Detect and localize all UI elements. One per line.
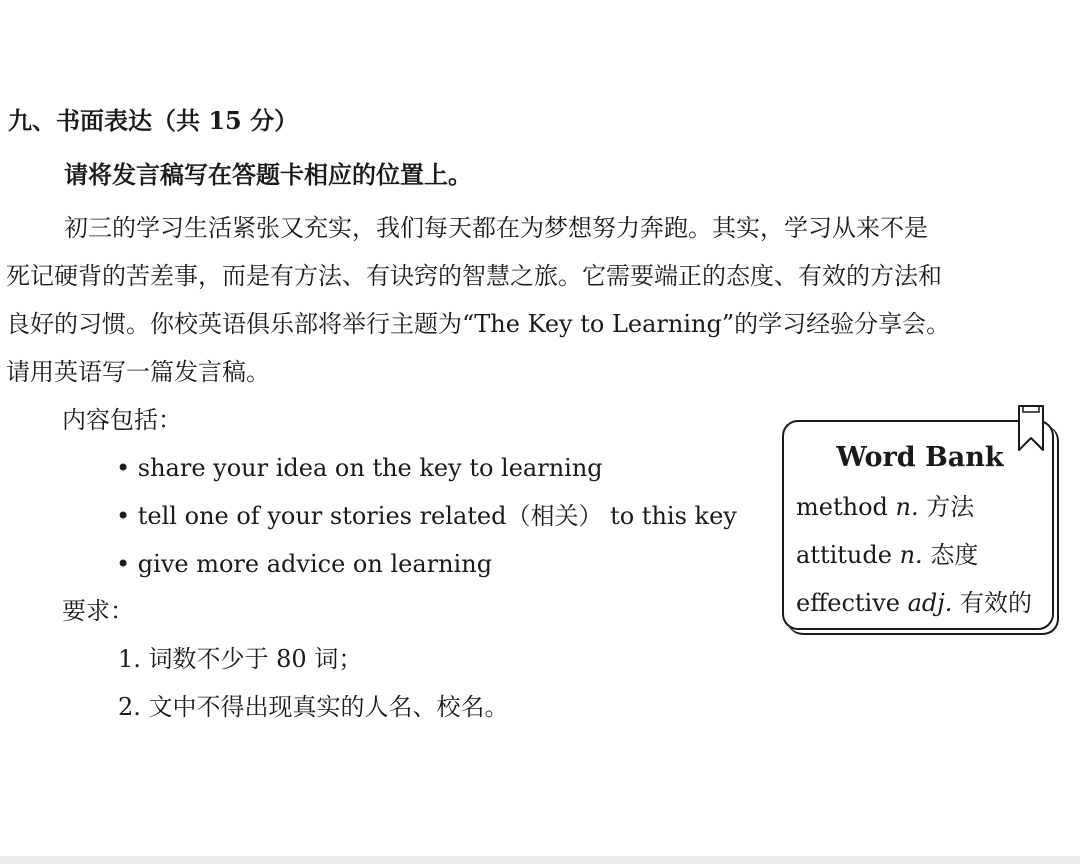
section-heading: 九、书面表达（共 15 分） bbox=[8, 106, 299, 135]
entry-pos: adj. bbox=[907, 589, 953, 617]
instruction-text: 请将发言稿写在答题卡相应的位置上。 bbox=[64, 160, 472, 189]
requirement-item: 1. 词数不少于 80 词； bbox=[118, 645, 363, 673]
bookmark-icon bbox=[1015, 404, 1047, 454]
entry-pos: n. bbox=[899, 541, 923, 569]
paragraph-line: 请用英语写一篇发言稿。 bbox=[6, 358, 270, 386]
word-bank-entry bbox=[796, 540, 978, 570]
entry-word: method bbox=[796, 493, 888, 521]
word-bank-box bbox=[782, 420, 1054, 630]
bullet-item: • share your idea on the key to learning bbox=[116, 454, 603, 482]
entry-word: effective bbox=[796, 589, 900, 617]
paragraph-line: 初三的学习生活紧张又充实，我们每天都在为梦想努力奔跑。其实，学习从来不是 bbox=[64, 214, 928, 242]
entry-meaning: 有效的 bbox=[960, 589, 1033, 617]
bullet-item: • tell one of your stories related（相关） to this key bbox=[116, 502, 737, 530]
word-bank-entry bbox=[796, 492, 974, 522]
entry-pos: n. bbox=[895, 493, 919, 521]
paragraph-line: 良好的习惯。你校英语俱乐部将举行主题为“The Key to Learning”的学习经验分享会。 bbox=[6, 310, 951, 338]
content-heading: 内容包括： bbox=[62, 406, 182, 434]
bullet-item: • give more advice on learning bbox=[116, 550, 493, 578]
requirement-item: 2. 文中不得出现真实的人名、校名。 bbox=[118, 693, 509, 721]
word-bank-title: Word Bank bbox=[836, 442, 1004, 473]
paragraph-line: 死记硬背的苦差事，而是有方法、有诀窍的智慧之旅。它需要端正的态度、有效的方法和 bbox=[6, 262, 942, 290]
entry-word: attitude bbox=[796, 541, 892, 569]
entry-meaning: 态度 bbox=[930, 541, 979, 569]
bottom-strip bbox=[0, 856, 1080, 864]
requirements-heading: 要求： bbox=[62, 597, 134, 625]
word-bank-entry bbox=[796, 588, 1032, 618]
entry-meaning: 方法 bbox=[926, 493, 975, 521]
